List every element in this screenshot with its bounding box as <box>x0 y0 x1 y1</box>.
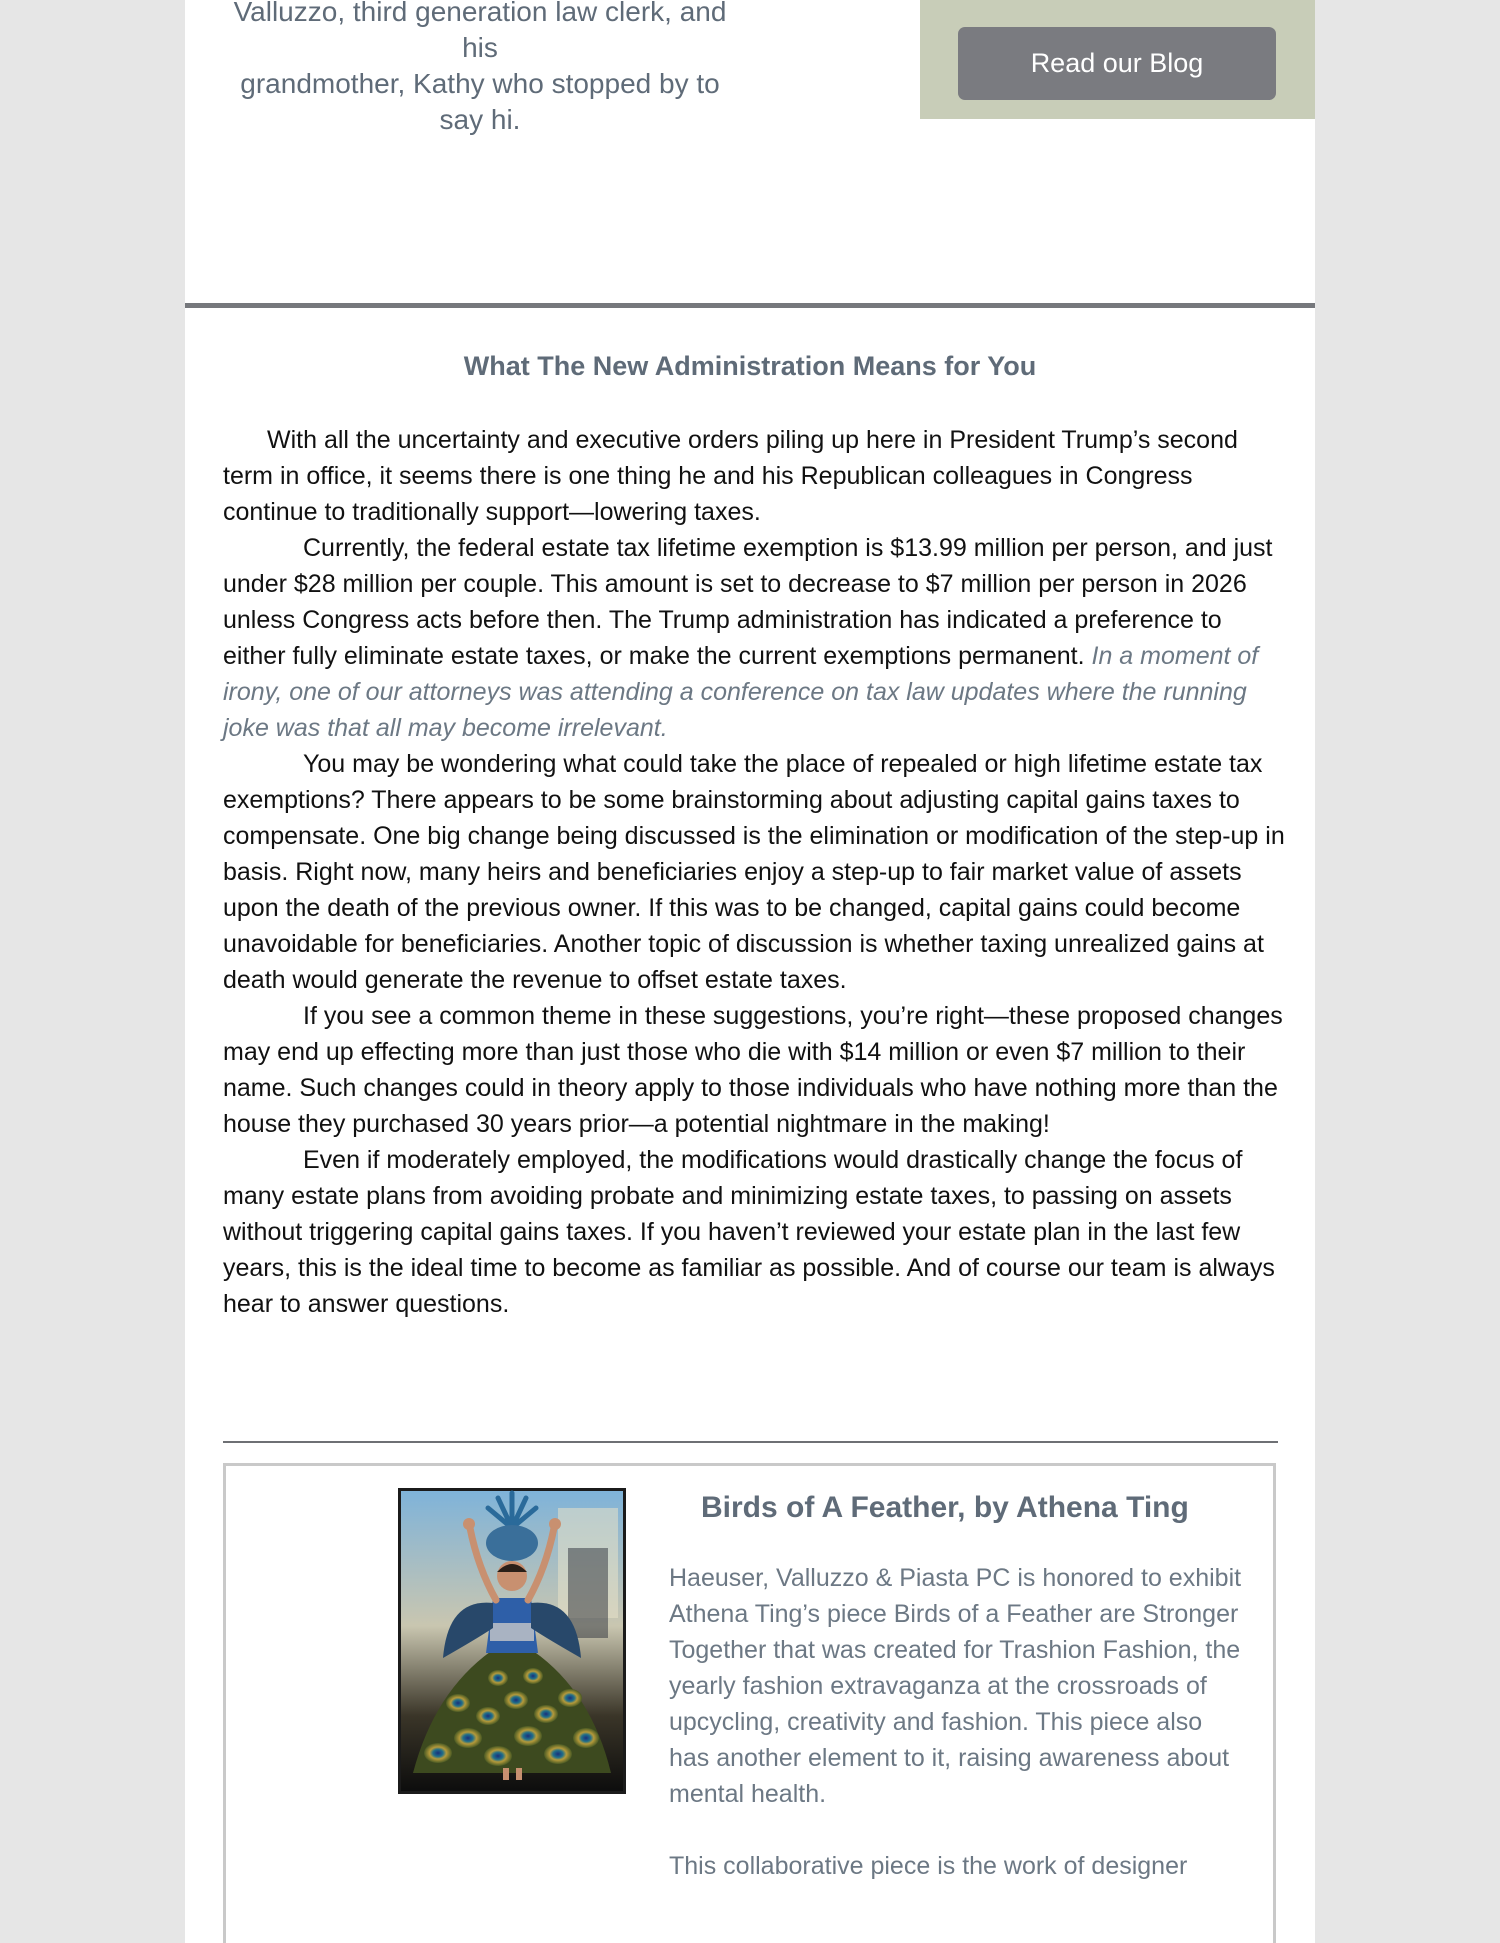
article-body <box>223 422 1285 1322</box>
photo-caption <box>220 0 740 138</box>
article-divider <box>223 1441 1278 1443</box>
article-title: What The New Administration Means for You <box>463 351 1037 381</box>
newsletter-page <box>185 0 1315 1943</box>
photo-caption-line-2: grandmother, Kathy who stopped by to say hi. <box>240 68 720 135</box>
peacock-costume-illustration <box>398 1488 626 1794</box>
feature-title-text: Birds of A Feather, by Athena Ting <box>701 1491 1189 1524</box>
article-paragraph-3: You may be wondering what could take the place of repealed or high lifetime estate tax exemptions? There appears to be some brainstorming about adjusting capital gains taxes to compensate. One big change being discussed is the elimination or modification of the step-up in basis. Right now, many heirs and beneficiaries enjoy a step-up to fair market value of assets upon the death of the previous owner. If this was to be changed, capital gains could become unavoidable for beneficiaries. Another topic of discussion is whether taxing unrealized gains at death would generate the revenue to offset estate taxes. <box>223 750 1285 994</box>
feature-title <box>661 1488 1261 1528</box>
feature-body <box>669 1560 1249 1920</box>
section-divider <box>185 303 1315 308</box>
feature-paragraph-2: This collaborative piece is the work of designer <box>669 1852 1188 1880</box>
article-paragraph-2 <box>223 530 1285 746</box>
article-paragraph-5: Even if moderately employed, the modifications would drastically change the focus of many estate plans from avoiding probate and minimizing estate taxes, to passing on assets without triggering capital gains taxes. If you haven’t reviewed your estate plan in the last few years, this is the ideal time to become as familiar as possible. And of course our team is always hear to answer questions. <box>223 1146 1275 1318</box>
peacock-costume-photo <box>398 1488 626 1794</box>
article-paragraph-2-text: Currently, the federal estate tax lifetime exemption is $13.99 million per person, and just under $28 million per couple. This amount is set to decrease to $7 million per person in 2026 unless Congress acts before then. The Trump administration has indicated a preference to either fully eliminate estate taxes, or make the current exemptions permanent. <box>223 534 1273 670</box>
photo-caption-line-1: Valluzzo, third generation law clerk, and his <box>233 0 727 63</box>
read-blog-button[interactable]: Read our Blog <box>958 27 1276 100</box>
feature-box <box>223 1463 1276 1943</box>
blog-panel <box>920 0 1315 119</box>
article-paragraph-4: If you see a common theme in these suggestions, you’re right—these proposed changes may end up effecting more than just those who die with $14 million or even $7 million to their name. Such changes could in theory apply to those individuals who have nothing more than the house they purchased 30 years prior—a potential nightmare in the making! <box>223 1002 1283 1138</box>
article-paragraph-1: With all the uncertainty and executive orders piling up here in President Trump’s second term in office, it seems there is one thing he and his Republican colleagues in Congress continue to traditionally support—lowering taxes. <box>223 426 1238 526</box>
article-aside: In a moment of irony, one of our attorneys was attending a conference on tax law updates where the running joke was that all may become irrelevant. <box>223 642 1259 742</box>
feature-paragraph-1: Haeuser, Valluzzo & Piasta PC is honored to exhibit Athena Ting’s piece Birds of a Feather are Stronger Together that was created for Trashion Fashion, the yearly fashion extravaganza at the crossroads of upcycling, creativity and fashion. This piece also has another element to it, raising awareness about mental health. <box>669 1564 1242 1808</box>
